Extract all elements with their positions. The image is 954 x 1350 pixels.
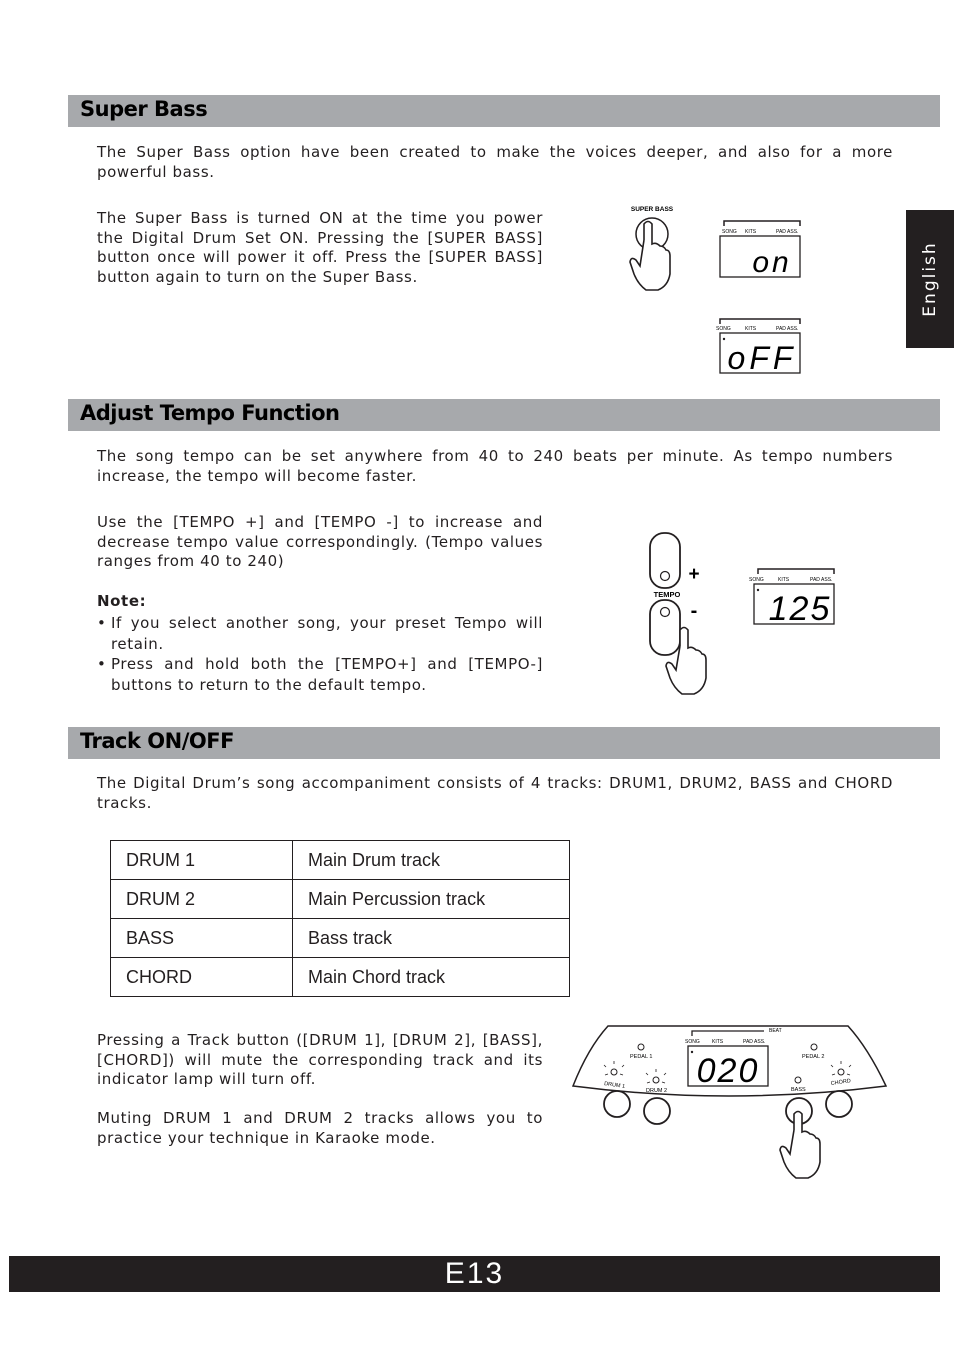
- display-readout-tempo: 125: [768, 590, 832, 628]
- track-body-1: Pressing a Track button ([DRUM 1], [DRUM 2], [BASS], [CHORD]) will mute the corresponding track and its indicator lamp will turn off.: [97, 1031, 543, 1088]
- tempo-button-label: TEMPO: [653, 590, 681, 599]
- track-name-cell: BASS: [111, 919, 293, 958]
- display-label-song: SONG: [749, 577, 764, 583]
- display-label-pad-ass: PAD ASS.: [776, 326, 799, 332]
- section-header-tempo: [68, 399, 940, 431]
- section-title: Adjust Tempo Function: [80, 401, 340, 425]
- drum-1-label: DRUM 1: [603, 1081, 626, 1090]
- super-bass-body: The Super Bass is turned ON at the time you power the Digital Drum Set ON. Pressing the [SUPER BASS] button once will power it off. Press the [SUPER BASS] button again to turn on the Super Bass.: [97, 209, 543, 286]
- track-body-2: Muting DRUM 1 and DRUM 2 tracks allows you to practice your technique in Karaoke mode.: [97, 1109, 543, 1147]
- display-readout-off: oFF: [727, 340, 797, 376]
- display-readout-on: on: [752, 246, 792, 279]
- note-item: • Press and hold both the [TEMPO+] and [TEMPO-] buttons to return to the default tempo.: [97, 655, 543, 694]
- table-row: [111, 958, 570, 997]
- table-row: [111, 880, 570, 919]
- super-bass-figure: [600, 200, 820, 380]
- section-header-track: [68, 727, 940, 759]
- chord-button[interactable]: [826, 1091, 852, 1117]
- pointing-hand-icon: [780, 1112, 820, 1179]
- section-title: Super Bass: [80, 97, 208, 121]
- track-table: [110, 840, 570, 997]
- display-label-pad-ass: PAD ASS.: [810, 577, 833, 583]
- track-desc-cell: Main Chord track: [293, 958, 570, 997]
- track-desc-cell: Main Drum track: [293, 841, 570, 880]
- drum-2-label: DRUM 2: [646, 1088, 668, 1094]
- drum-1-button[interactable]: [604, 1091, 630, 1117]
- tempo-plus-label: +: [688, 564, 700, 585]
- pedal-2-lamp: [811, 1044, 817, 1050]
- page-footer: [9, 1256, 940, 1292]
- table-row: [111, 841, 570, 880]
- tempo-intro: The song tempo can be set anywhere from 40 to 240 beats per minute. As tempo numbers increase, the tempo will become faster.: [97, 447, 893, 485]
- chord-label: CHORD: [830, 1078, 852, 1087]
- pedal-2-label: PEDAL 2: [802, 1054, 825, 1060]
- display-label-song: SONG: [685, 1039, 700, 1045]
- lcd-display-on: [720, 221, 800, 279]
- display-label-kits: KITS: [745, 229, 757, 235]
- tempo-figure: [640, 528, 850, 706]
- display-label-kits: KITS: [745, 326, 757, 332]
- display-readout-track: 020: [696, 1052, 760, 1090]
- section-header-super-bass: [68, 95, 940, 127]
- display-label-pad-ass: PAD ASS.: [776, 229, 799, 235]
- display-label-kits: KITS: [778, 577, 790, 583]
- track-intro: The Digital Drum’s song accompaniment consists of 4 tracks: DRUM1, DRUM2, BASS and CHORD tracks.: [97, 774, 893, 812]
- tempo-minus-label: -: [690, 600, 698, 622]
- track-desc-cell: Main Percussion track: [293, 880, 570, 919]
- pedal-1-lamp: [638, 1044, 644, 1050]
- track-panel-figure: [568, 1018, 890, 1186]
- table-row: [111, 919, 570, 958]
- drum-2-button[interactable]: [644, 1098, 670, 1124]
- note-list: [97, 613, 543, 695]
- note-item: • If you select another song, your preset Tempo will retain.: [97, 614, 543, 653]
- bass-lamp: [795, 1077, 801, 1083]
- display-label-song: SONG: [716, 326, 731, 332]
- track-name-cell: DRUM 2: [111, 880, 293, 919]
- track-desc-cell: Bass track: [293, 919, 570, 958]
- language-tab: [906, 210, 954, 348]
- lcd-display-off: [716, 319, 800, 376]
- super-bass-intro: The Super Bass option have been created to make the voices deeper, and also for a more powerful bass.: [97, 143, 893, 181]
- lcd-display-tempo: [749, 569, 834, 628]
- pedal-1-label: PEDAL 1: [630, 1054, 653, 1060]
- track-name-cell: DRUM 1: [111, 841, 293, 880]
- super-bass-button-label: SUPER BASS: [630, 206, 674, 213]
- note-title: Note:: [97, 592, 147, 610]
- section-title: Track ON/OFF: [80, 729, 234, 753]
- track-name-cell: CHORD: [111, 958, 293, 997]
- bass-label: BASS: [791, 1087, 806, 1093]
- tempo-body: Use the [TEMPO +] and [TEMPO -] to increase and decrease tempo value correspondingly. (Tempo values ranges from 40 to 240): [97, 513, 543, 570]
- beat-label: BEAT: [769, 1028, 782, 1034]
- display-label-song: SONG: [722, 229, 737, 235]
- language-tab-label: English: [920, 241, 940, 317]
- display-label-kits: KITS: [712, 1039, 724, 1045]
- page-number: E13: [444, 1257, 505, 1290]
- display-label-pad-ass: PAD ASS.: [743, 1039, 766, 1045]
